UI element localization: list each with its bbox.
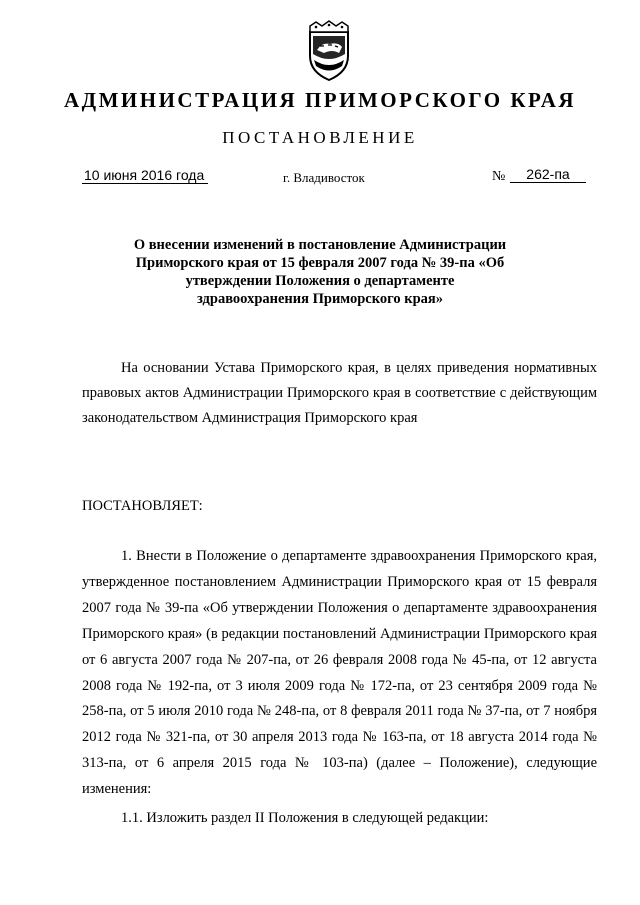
- preamble-paragraph: На основании Устава Приморского края, в целях приведения нормативных правовых актов Администрации Приморского края в соответствие с действующим законодательством Администрация Приморского края: [82, 360, 597, 426]
- item-1-1-paragraph: 1.1. Изложить раздел II Положения в следующей редакции:: [121, 810, 489, 826]
- item-1-paragraph: 1. Внести в Положение о департаменте здравоохранения Приморского края, утвержденное постановлением Администрации Приморского края от 15 февраля 2007 года № 39-па «Об утверждении Положения о департаменте здравоохранения Приморского края» (в редакции постановлений Администрации Приморского края от 6 августа 2007 года № 207-па, от 26 февраля 2008 года № 45-па, от 12 августа 2008 года № 192-па, от 3 июля 2009 года № 172-па, от 23 сентября 2009 года № 258-па, от 5 июля 2010 года № 248-па, от 8 февраля 2011 года № 37-па, от 7 ноября 2012 года № 321-па, от 30 апреля 2013 года № 163-па, от 18 августа 2014 года № 313-па, от 6 апреля 2015 года № 103-па) (далее – Положение), следующие изменения:: [82, 548, 597, 798]
- document-city: г. Владивосток: [283, 170, 365, 185]
- document-number: 262-па: [510, 167, 586, 183]
- coat-of-arms-icon: [302, 20, 356, 82]
- organization-title: АДМИНИСТРАЦИЯ ПРИМОРСКОГО КРАЯ: [63, 88, 577, 112]
- document-title: О внесении изменений в постановление Администрации Приморского края от 15 февраля 2007 года № 39-па «Об утверждении Положения о департаменте здравоохранения Приморского края»: [133, 237, 507, 307]
- decree-heading: ПОСТАНОВЛЯЕТ:: [82, 498, 203, 514]
- document-type: ПОСТАНОВЛЕНИЕ: [222, 128, 418, 147]
- number-label: №: [492, 169, 506, 184]
- document-date: 10 июня 2016 года: [82, 168, 208, 184]
